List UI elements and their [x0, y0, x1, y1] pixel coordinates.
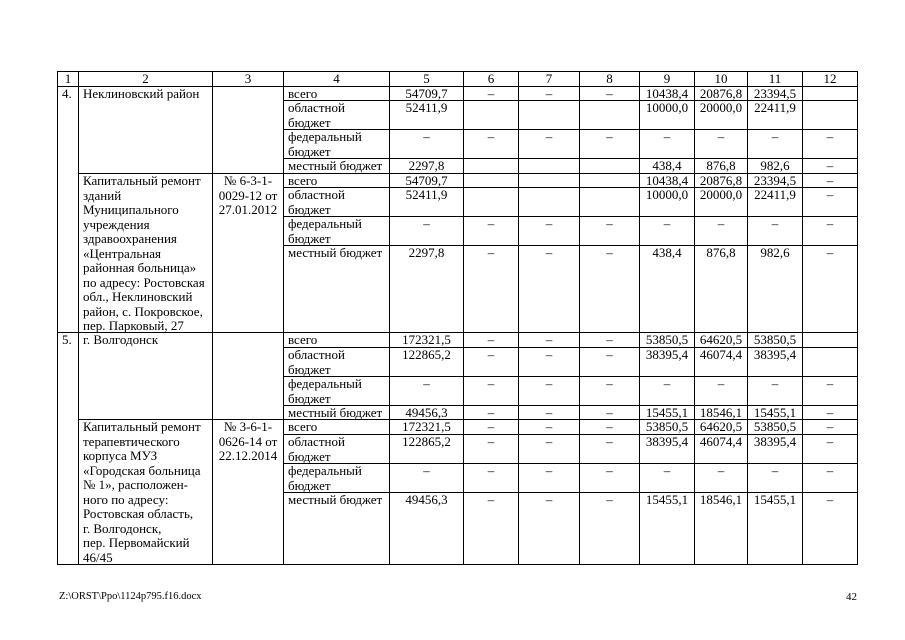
- funding-source-label: федеральный бюджет: [284, 377, 390, 406]
- value-col-12: –: [803, 246, 858, 333]
- value-col-7: [519, 101, 580, 130]
- value-col-12: –: [803, 130, 858, 159]
- value-col-9: 38395,4: [640, 348, 695, 377]
- value-col-5: 49456,3: [390, 406, 464, 420]
- funding-source-label: всего: [284, 174, 390, 188]
- value-col-11: 15455,1: [748, 493, 803, 565]
- funding-source-label: всего: [284, 420, 390, 435]
- value-col-9: 438,4: [640, 246, 695, 333]
- value-col-6: –: [464, 87, 519, 101]
- value-col-8: [580, 188, 640, 217]
- value-col-8: –: [580, 87, 640, 101]
- value-col-9: 53850,5: [640, 420, 695, 435]
- funding-source-label: федеральный бюджет: [284, 464, 390, 493]
- value-col-11: –: [748, 377, 803, 406]
- funding-source-label: всего: [284, 333, 390, 348]
- value-col-7: –: [519, 246, 580, 333]
- value-col-8: –: [580, 246, 640, 333]
- project-description: Капитальный ремонт зданий Муниципального учреждения здравоохранения «Центральная районная больница» по адресу: Ростовская обл., Неклиновский район, с. Покровское, пер. Парковый, 27: [79, 174, 213, 333]
- value-col-5: 2297,8: [390, 159, 464, 174]
- value-col-5: –: [390, 217, 464, 246]
- funding-source-label: местный бюджет: [284, 246, 390, 333]
- value-col-6: –: [464, 246, 519, 333]
- value-col-8: –: [580, 348, 640, 377]
- value-col-11: 53850,5: [748, 333, 803, 348]
- value-col-12: –: [803, 420, 858, 435]
- value-col-8: –: [580, 493, 640, 565]
- value-col-10: 20876,8: [695, 174, 748, 188]
- funding-source-label: местный бюджет: [284, 493, 390, 565]
- region-name: Неклиновский район: [79, 87, 213, 174]
- value-col-7: [519, 174, 580, 188]
- value-col-6: [464, 159, 519, 174]
- value-col-6: –: [464, 130, 519, 159]
- value-col-12: –: [803, 464, 858, 493]
- value-col-5: –: [390, 130, 464, 159]
- value-col-11: 982,6: [748, 246, 803, 333]
- value-col-9: 10438,4: [640, 87, 695, 101]
- funding-source-label: областной бюджет: [284, 101, 390, 130]
- value-col-12: [803, 87, 858, 101]
- value-col-8: –: [580, 435, 640, 464]
- value-col-9: –: [640, 217, 695, 246]
- value-col-6: –: [464, 377, 519, 406]
- value-col-7: –: [519, 130, 580, 159]
- column-header-10: 10: [695, 72, 748, 87]
- value-col-9: 15455,1: [640, 406, 695, 420]
- value-col-9: 38395,4: [640, 435, 695, 464]
- value-col-11: 23394,5: [748, 87, 803, 101]
- section-number: 5.: [58, 333, 79, 565]
- region-document-cell: [213, 87, 284, 174]
- region-name: г. Волгодонск: [79, 333, 213, 420]
- value-col-10: 64620,5: [695, 333, 748, 348]
- section-number: 4.: [58, 87, 79, 333]
- value-col-7: –: [519, 406, 580, 420]
- value-col-10: –: [695, 464, 748, 493]
- value-col-8: [580, 101, 640, 130]
- value-col-6: [464, 101, 519, 130]
- value-col-6: [464, 174, 519, 188]
- value-col-12: [803, 101, 858, 130]
- value-col-12: –: [803, 188, 858, 217]
- funding-source-label: областной бюджет: [284, 435, 390, 464]
- value-col-10: 64620,5: [695, 420, 748, 435]
- value-col-9: –: [640, 377, 695, 406]
- value-col-10: 18546,1: [695, 493, 748, 565]
- value-col-8: –: [580, 420, 640, 435]
- value-col-5: 52411,9: [390, 188, 464, 217]
- value-col-9: 438,4: [640, 159, 695, 174]
- value-col-8: –: [580, 333, 640, 348]
- value-col-8: –: [580, 130, 640, 159]
- value-col-12: –: [803, 174, 858, 188]
- column-header-5: 5: [390, 72, 464, 87]
- value-col-8: [580, 174, 640, 188]
- value-col-7: –: [519, 420, 580, 435]
- value-col-6: –: [464, 217, 519, 246]
- value-col-8: [580, 159, 640, 174]
- column-header-3: 3: [213, 72, 284, 87]
- value-col-10: 20000,0: [695, 188, 748, 217]
- value-col-7: –: [519, 493, 580, 565]
- value-col-10: 20000,0: [695, 101, 748, 130]
- funding-source-label: федеральный бюджет: [284, 130, 390, 159]
- value-col-12: –: [803, 406, 858, 420]
- column-header-8: 8: [580, 72, 640, 87]
- value-col-8: –: [580, 377, 640, 406]
- value-col-11: 53850,5: [748, 420, 803, 435]
- value-col-11: 38395,4: [748, 348, 803, 377]
- funding-table: [57, 71, 858, 565]
- value-col-5: 54709,7: [390, 174, 464, 188]
- value-col-11: 38395,4: [748, 435, 803, 464]
- column-header-4: 4: [284, 72, 390, 87]
- value-col-12: –: [803, 217, 858, 246]
- value-col-9: 15455,1: [640, 493, 695, 565]
- value-col-6: –: [464, 435, 519, 464]
- value-col-5: –: [390, 464, 464, 493]
- column-header-6: 6: [464, 72, 519, 87]
- value-col-10: 876,8: [695, 159, 748, 174]
- value-col-6: –: [464, 333, 519, 348]
- funding-source-label: федеральный бюджет: [284, 217, 390, 246]
- value-col-10: 20876,8: [695, 87, 748, 101]
- value-col-11: –: [748, 130, 803, 159]
- value-col-12: –: [803, 159, 858, 174]
- value-col-6: –: [464, 493, 519, 565]
- value-col-6: [464, 188, 519, 217]
- contract-number: № 6-3-1- 0029-12 от 27.01.2012: [213, 174, 284, 333]
- value-col-10: 46074,4: [695, 435, 748, 464]
- column-header-12: 12: [803, 72, 858, 87]
- value-col-12: –: [803, 435, 858, 464]
- value-col-6: –: [464, 420, 519, 435]
- column-header-2: 2: [79, 72, 213, 87]
- value-col-6: –: [464, 348, 519, 377]
- value-col-5: 54709,7: [390, 87, 464, 101]
- value-col-11: –: [748, 217, 803, 246]
- value-col-11: 15455,1: [748, 406, 803, 420]
- value-col-12: [803, 348, 858, 377]
- value-col-10: –: [695, 377, 748, 406]
- value-col-9: 10438,4: [640, 174, 695, 188]
- value-col-7: –: [519, 377, 580, 406]
- value-col-9: 53850,5: [640, 333, 695, 348]
- value-col-12: –: [803, 493, 858, 565]
- value-col-9: –: [640, 464, 695, 493]
- value-col-12: –: [803, 377, 858, 406]
- column-header-11: 11: [748, 72, 803, 87]
- value-col-5: 172321,5: [390, 333, 464, 348]
- value-col-6: –: [464, 464, 519, 493]
- value-col-8: –: [580, 464, 640, 493]
- funding-source-label: областной бюджет: [284, 348, 390, 377]
- region-document-cell: [213, 333, 284, 420]
- value-col-9: 10000,0: [640, 101, 695, 130]
- value-col-8: –: [580, 406, 640, 420]
- page-number: 42: [846, 591, 857, 603]
- value-col-7: –: [519, 348, 580, 377]
- value-col-7: –: [519, 435, 580, 464]
- column-header-1: 1: [58, 72, 79, 87]
- value-col-11: 982,6: [748, 159, 803, 174]
- value-col-9: –: [640, 130, 695, 159]
- value-col-11: 22411,9: [748, 188, 803, 217]
- value-col-9: 10000,0: [640, 188, 695, 217]
- value-col-7: –: [519, 333, 580, 348]
- value-col-10: –: [695, 217, 748, 246]
- project-description: Капитальный ремонт терапевтического корпуса МУЗ «Городская больница № 1», расположен- ного по адресу: Ростовская область, г. Волгодонск, пер. Первомайский 46/45: [79, 420, 213, 565]
- value-col-7: –: [519, 464, 580, 493]
- funding-source-label: местный бюджет: [284, 159, 390, 174]
- value-col-7: [519, 188, 580, 217]
- value-col-10: 876,8: [695, 246, 748, 333]
- value-col-5: –: [390, 377, 464, 406]
- column-header-9: 9: [640, 72, 695, 87]
- value-col-5: 49456,3: [390, 493, 464, 565]
- column-header-7: 7: [519, 72, 580, 87]
- value-col-11: –: [748, 464, 803, 493]
- value-col-7: –: [519, 217, 580, 246]
- value-col-10: 46074,4: [695, 348, 748, 377]
- value-col-7: [519, 159, 580, 174]
- funding-source-label: местный бюджет: [284, 406, 390, 420]
- value-col-10: –: [695, 130, 748, 159]
- value-col-11: 23394,5: [748, 174, 803, 188]
- value-col-5: 52411,9: [390, 101, 464, 130]
- value-col-5: 122865,2: [390, 435, 464, 464]
- funding-source-label: областной бюджет: [284, 188, 390, 217]
- value-col-5: 2297,8: [390, 246, 464, 333]
- contract-number: № 3-6-1- 0626-14 от 22.12.2014: [213, 420, 284, 565]
- value-col-6: –: [464, 406, 519, 420]
- footer-file-path: Z:\ORST\Ppo\1124p795.f16.docx: [59, 591, 202, 602]
- value-col-10: 18546,1: [695, 406, 748, 420]
- value-col-5: 172321,5: [390, 420, 464, 435]
- funding-source-label: всего: [284, 87, 390, 101]
- value-col-12: [803, 333, 858, 348]
- value-col-8: –: [580, 217, 640, 246]
- value-col-5: 122865,2: [390, 348, 464, 377]
- value-col-11: 22411,9: [748, 101, 803, 130]
- value-col-7: –: [519, 87, 580, 101]
